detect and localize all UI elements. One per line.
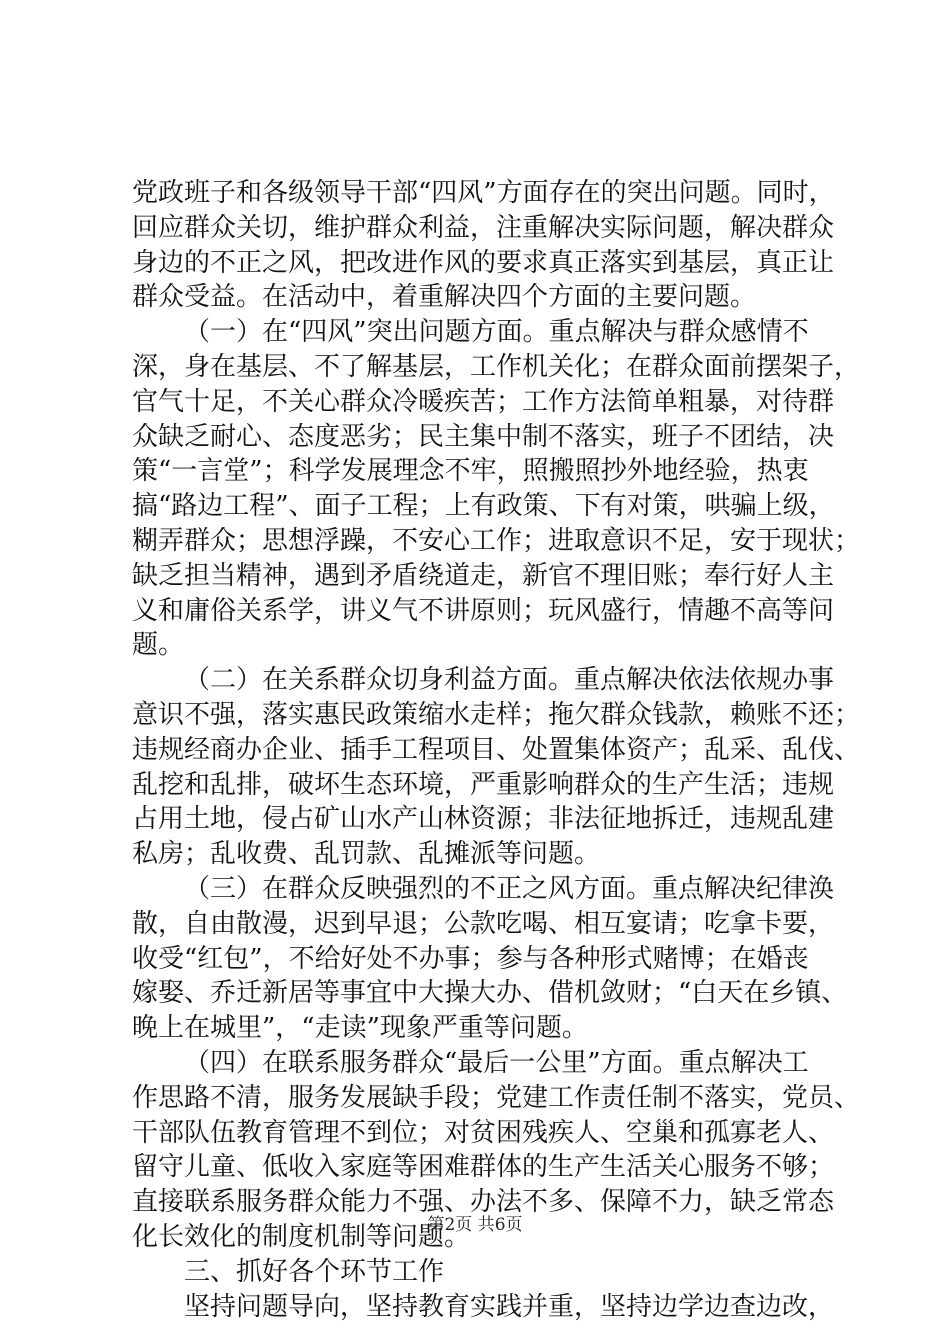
text-line: （三）在群众反映强烈的不正之风方面。重点解决纪律涣 [184, 873, 835, 904]
text-line: 深，身在基层、不了解基层，工作机关化；在群众面前摆架子， [132, 351, 861, 382]
text-line: 留守儿童、低收入家庭等困难群体的生产生活关心服务不够； [132, 1152, 835, 1183]
text-line: （四）在联系服务群众“最后一公里”方面。重点解决工 [184, 1047, 809, 1078]
text-line: 违规经商办企业、插手工程项目、处置集体资产；乱采、乱伐、 [132, 734, 861, 765]
text-line: 众缺乏耐心、态度恶劣；民主集中制不落实，班子不团结，决 [132, 421, 835, 452]
text-line: 回应群众关切，维护群众利益，注重解决实际问题，解决群众 [132, 212, 835, 243]
text-line: （一）在“四风”突出问题方面。重点解决与群众感情不 [184, 317, 809, 348]
text-line: 占用土地，侵占矿山水产山林资源；非法征地拆迁，违规乱建 [132, 804, 835, 835]
text-line: 糊弄群众；思想浮躁，不安心工作；进取意识不足，安于现状； [132, 525, 861, 556]
text-line: 义和庸俗关系学，讲义气不讲原则；玩风盛行，情趣不高等问 [132, 595, 835, 626]
text-line: 私房；乱收费、乱罚款、乱摊派等问题。 [132, 839, 601, 870]
text-line: 身边的不正之风，把改进作风的要求真正落实到基层，真正让 [132, 247, 835, 278]
text-line: 缺乏担当精神，遇到矛盾绕道走，新官不理旧账；奉行好人主 [132, 560, 835, 591]
text-line: 直接联系服务群众能力不强、办法不多、保障不力，缺乏常态 [132, 1187, 835, 1218]
text-line: 题。 [132, 630, 185, 661]
text-line: （二）在关系群众切身利益方面。重点解决依法依规办事 [184, 665, 835, 696]
text-line: 策“一言堂”；科学发展理念不牢，照搬照抄外地经验，热衷 [132, 456, 809, 487]
text-line: 收受“红包”，不给好处不办事；参与各种形式赌博；在婚丧 [132, 943, 809, 974]
text-line: 干部队伍教育管理不到位；对贫困残疾人、空巢和孤寡老人、 [132, 1117, 835, 1148]
text-line: 意识不强，落实惠民政策缩水走样；拖欠群众钱款，赖账不还； [132, 699, 861, 730]
page-footer: 第2页 共6页 [427, 1215, 523, 1235]
text-line: 散，自由散漫，迟到早退；公款吃喝、相互宴请；吃拿卡要， [132, 908, 835, 939]
text-line: 搞“路边工程”、面子工程；上有政策、下有对策，哄骗上级， [132, 491, 835, 522]
text-line: 作思路不清，服务发展缺手段；党建工作责任制不落实，党员、 [132, 1082, 861, 1113]
text-line: 乱挖和乱排，破坏生态环境，严重影响群众的生产生活；违规 [132, 769, 835, 800]
text-line: 群众受益。在活动中，着重解决四个方面的主要问题。 [132, 282, 757, 313]
text-line: 化长效化的制度机制等问题。 [132, 1221, 471, 1252]
text-line: 坚持问题导向，坚持教育实践并重，坚持边学边查边改， [184, 1291, 835, 1322]
text-line: 嫁娶、乔迁新居等事宜中大操大办、借机敛财；“白天在乡镇、 [132, 978, 848, 1009]
document-body [132, 176, 861, 1324]
text-line: 党政班子和各级领导干部“四风”方面存在的突出问题。同时， [132, 178, 835, 208]
text-line: 晚上在城里”，“走读”现象严重等问题。 [132, 1013, 588, 1044]
text-line: 官气十足，不关心群众冷暖疾苦；工作方法简单粗暴，对待群 [132, 386, 835, 417]
text-line: 三、抓好各个环节工作 [184, 1256, 445, 1287]
